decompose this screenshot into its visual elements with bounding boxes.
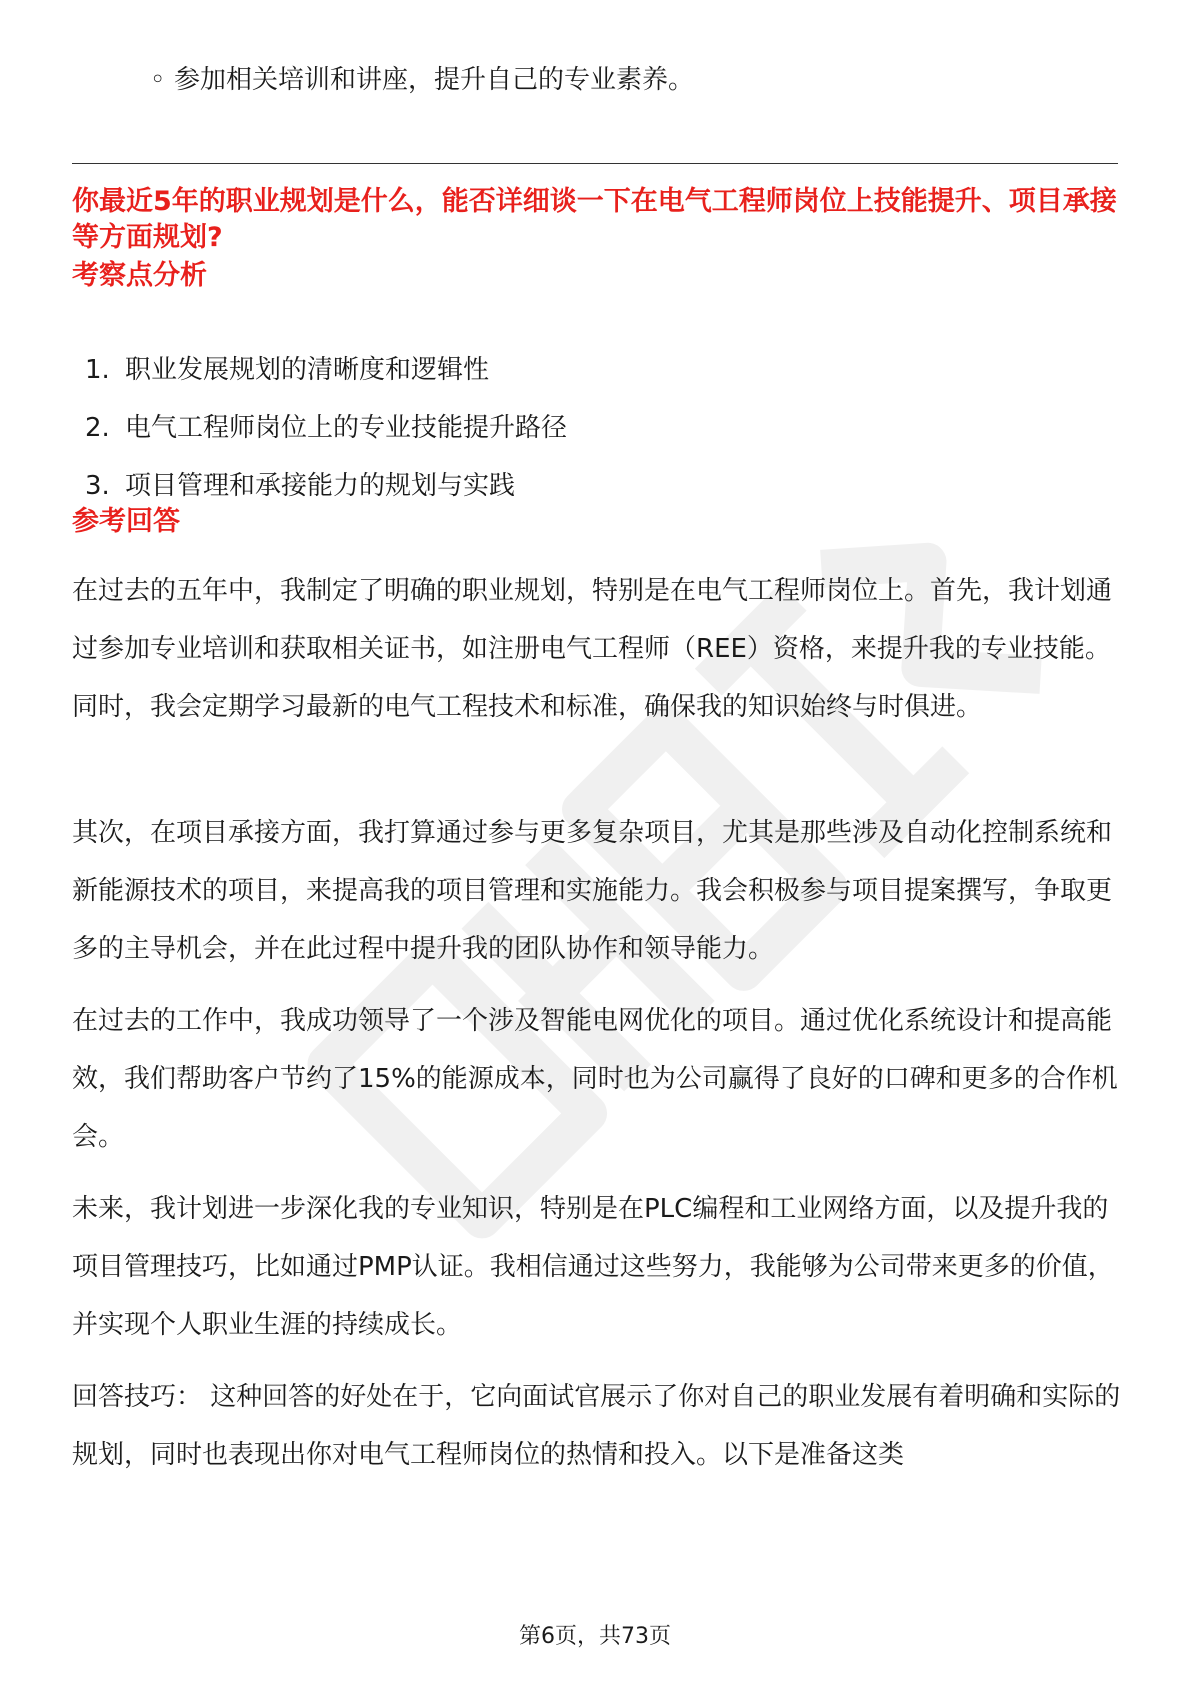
answer-tips-paragraph: 回答技巧： 这种回答的好处在于，它向面试官展示了你对自己的职业发展有着明确和实际的规划，同时也表现出你对电气工程师岗位的热情和投入。以下是准备这类 xyxy=(72,1382,1121,1470)
question-heading: 你最近5年的职业规划是什么，能否详细谈一下在电气工程师岗位上技能提升、项目承接等方面规划? xyxy=(72,186,1117,253)
list-item xyxy=(85,352,567,410)
list-number: 2. xyxy=(85,413,110,443)
answer-paragraph: 其次，在项目承接方面，我打算通过参与更多复杂项目，尤其是那些涉及自动化控制系统和新能源技术的项目，来提高我的项目管理和实施能力。我会积极参与项目提案撰写，争取更多的主导机会，并在此过程中提升我的团队协作和领导能力。 xyxy=(72,818,1113,964)
list-number: 3. xyxy=(85,471,110,501)
answer-title: 参考回答 xyxy=(72,506,180,537)
answer-paragraph: 在过去的五年中，我制定了明确的职业规划，特别是在电气工程师岗位上。首先，我计划通过参加专业培训和获取相关证书，如注册电气工程师（REE）资格，来提升我的专业技能。同时，我会定期学习最新的电气工程技术和标准，确保我的知识始终与时俱进。 xyxy=(72,576,1113,722)
previous-bullet-item xyxy=(150,62,694,98)
answer-paragraph: 未来，我计划进一步深化我的专业知识，特别是在PLC编程和工业网络方面，以及提升我的项目管理技巧，比如通过PMP认证。我相信通过这些努力，我能够为公司带来更多的价值，并实现个人职业生涯的持续成长。 xyxy=(72,1194,1114,1340)
answer-paragraph: 在过去的工作中，我成功领导了一个涉及智能电网优化的项目。通过优化系统设计和提高能效，我们帮助客户节约了15%的能源成本，同时也为公司赢得了良好的口碑和更多的合作机会。 xyxy=(72,1006,1118,1152)
bullet-marker: ◦ xyxy=(150,65,166,95)
bullet-text: 参加相关培训和讲座，提升自己的专业素养。 xyxy=(174,65,695,95)
list-text: 项目管理和承接能力的规划与实践 xyxy=(125,471,516,501)
analysis-title: 考察点分析 xyxy=(72,260,207,291)
list-text: 职业发展规划的清晰度和逻辑性 xyxy=(125,355,490,385)
analysis-points-list xyxy=(85,352,567,526)
page-number-footer: 第6页，共73页 xyxy=(519,1624,671,1649)
list-number: 1. xyxy=(85,355,110,385)
section-divider xyxy=(72,163,1118,164)
list-text: 电气工程师岗位上的专业技能提升路径 xyxy=(125,413,568,443)
list-item xyxy=(85,410,567,468)
